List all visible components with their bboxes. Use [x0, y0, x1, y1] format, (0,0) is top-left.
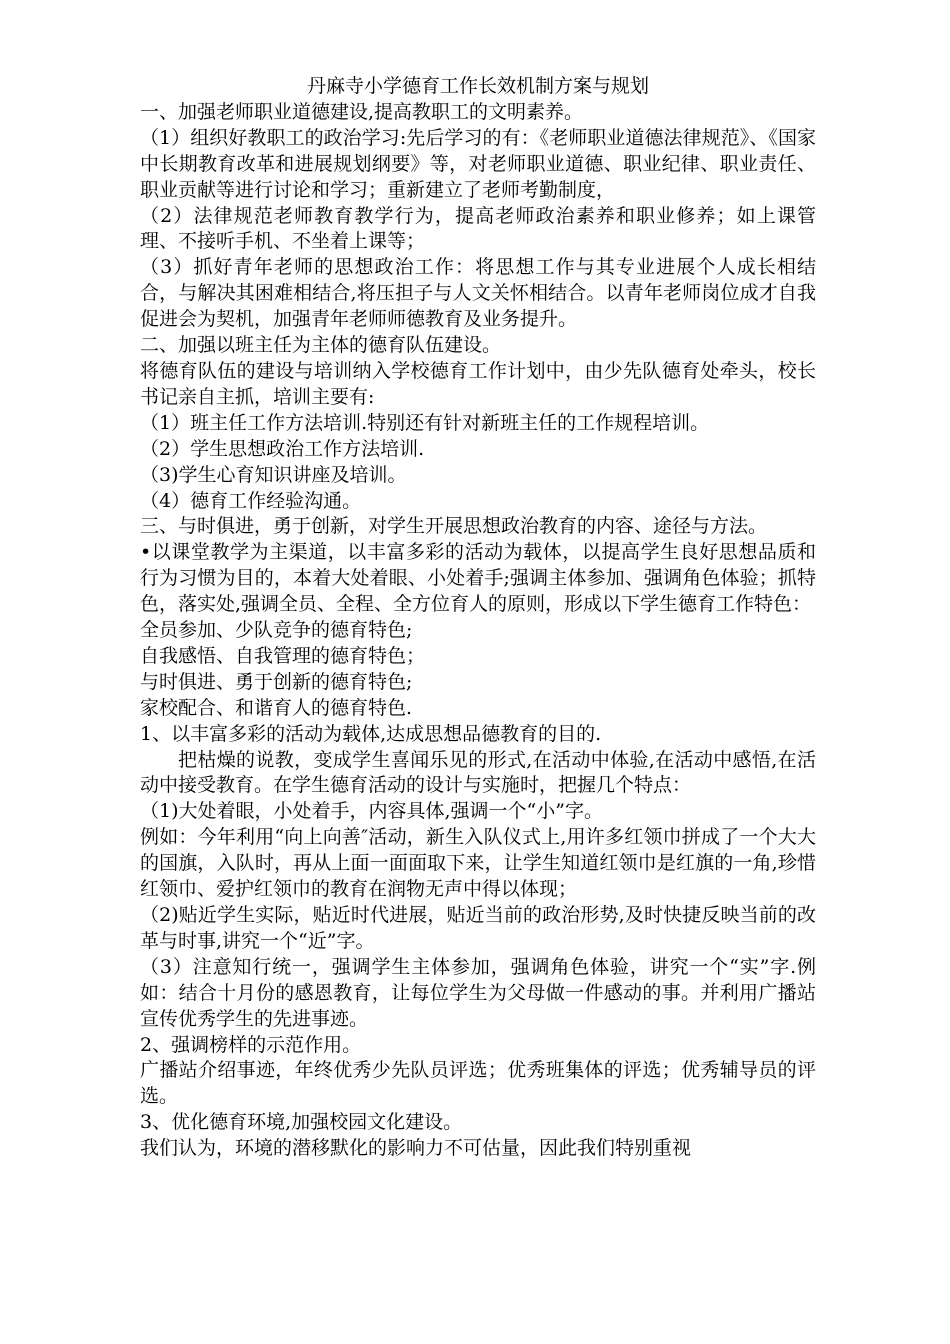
paragraph: （3)学生心育知识讲座及培训。 [140, 463, 407, 486]
paragraph: 一、加强老师职业道德建设,提高教职工的文明素养。 [140, 100, 584, 123]
paragraph: 我们认为，环境的潜移默化的影响力不可估量，因此我们特别重视 [140, 1137, 692, 1160]
paragraph: （2）法律规范老师教育教学行为，提高老师政治素养和职业修养；如上课管理、不接听手机、不坐着上课等； [140, 204, 816, 253]
paragraph: 自我感悟、自我管理的德育特色； [140, 644, 426, 667]
paragraph: 广播站介绍事迹，年终优秀少先队员评选；优秀班集体的评选；优秀辅导员的评选。 [140, 1059, 816, 1108]
paragraph: （4）德育工作经验沟通。 [140, 489, 362, 512]
paragraph: 三、与时俱进，勇于创新，对学生开展思想政治教育的内容、途径与方法。 [140, 515, 768, 538]
paragraph: 3、优化德育环境,加强校园文化建设。 [140, 1111, 463, 1134]
paragraph: 家校配合、和谐育人的德育特色. [140, 696, 413, 719]
paragraph: 全员参加、少队竞争的德育特色; [140, 619, 413, 642]
paragraph: 1、以丰富多彩的活动为载体,达成思想品德教育的目的. [140, 722, 602, 745]
paragraph: 例如：今年利用“向上向善″活动，新生入队仪式上,用许多红领巾拼成了一个大大的国旗，入队时，再从上面一面面取下来，让学生知道红领巾是红旗的一角,珍惜红领巾、爱护红领巾的教育在润物无声中得以体现； [140, 826, 816, 901]
paragraph: （3）抓好青年老师的思想政治工作：将思想工作与其专业进展个人成长相结合，与解决其困难相结合,将压担子与人文关怀相结合。以青年老师岗位成才自我促进会为契机，加强青年老师师德教育及业务提升。 [140, 256, 816, 331]
paragraph: 与时俱进、勇于创新的德育特色; [140, 670, 413, 693]
paragraph: （2)贴近学生实际，贴近时代进展，贴近当前的政治形势,及时快捷反映当前的改革与时事,讲究一个“近”字。 [140, 904, 816, 952]
paragraph: （2）学生思想政治工作方法培训. [140, 437, 425, 460]
paragraph: 2、强调榜样的示范作用。 [140, 1033, 362, 1056]
paragraph: 把枯燥的说教，变成学生喜闻乐见的形式,在活动中体验,在活动中感悟,在活动中接受教育。在学生德育活动的设计与实施时，把握几个特点： [140, 748, 816, 797]
paragraph-list [140, 100, 816, 1162]
document-title: 丹麻寺小学德育工作长效机制方案与规划 [306, 75, 649, 97]
document-body [140, 74, 816, 1162]
paragraph: （1）组织好教职工的政治学习:先后学习的有：《老师职业道德法律规范》、《国家中长期教育改革和进展规划纲要》等，对老师职业道德、职业纪律、职业责任、职业贡献等进行讨论和学习；重新建立了老师考勤制度， [140, 126, 816, 201]
paragraph: 二、加强以班主任为主体的德育队伍建设。 [140, 334, 502, 357]
paragraph: •以课堂教学为主渠道，以丰富多彩的活动为载体，以提高学生良好思想品质和行为习惯为目的，本着大处着眼、小处着手;强调主体参加、强调角色体验；抓特色，落实处,强调全员、全程、全方位育人的原则，形成以下学生德育工作特色： [140, 541, 816, 616]
paragraph: （3）注意知行统一，强调学生主体参加，强调角色体验，讲究一个“实”字.例如：结合十月份的感恩教育，让每位学生为父母做一件感动的事。并利用广播站宣传优秀学生的先进事迹。 [140, 955, 816, 1030]
paragraph: （1）班主任工作方法培训.特别还有针对新班主任的工作规程培训。 [140, 411, 710, 434]
paragraph: （1)大处着眼，小处着手，内容具体,强调一个“小”字。 [140, 800, 603, 823]
paragraph: 将德育队伍的建设与培训纳入学校德育工作计划中，由少先队德育处牵头，校长书记亲自主抓，培训主要有: [140, 359, 816, 408]
